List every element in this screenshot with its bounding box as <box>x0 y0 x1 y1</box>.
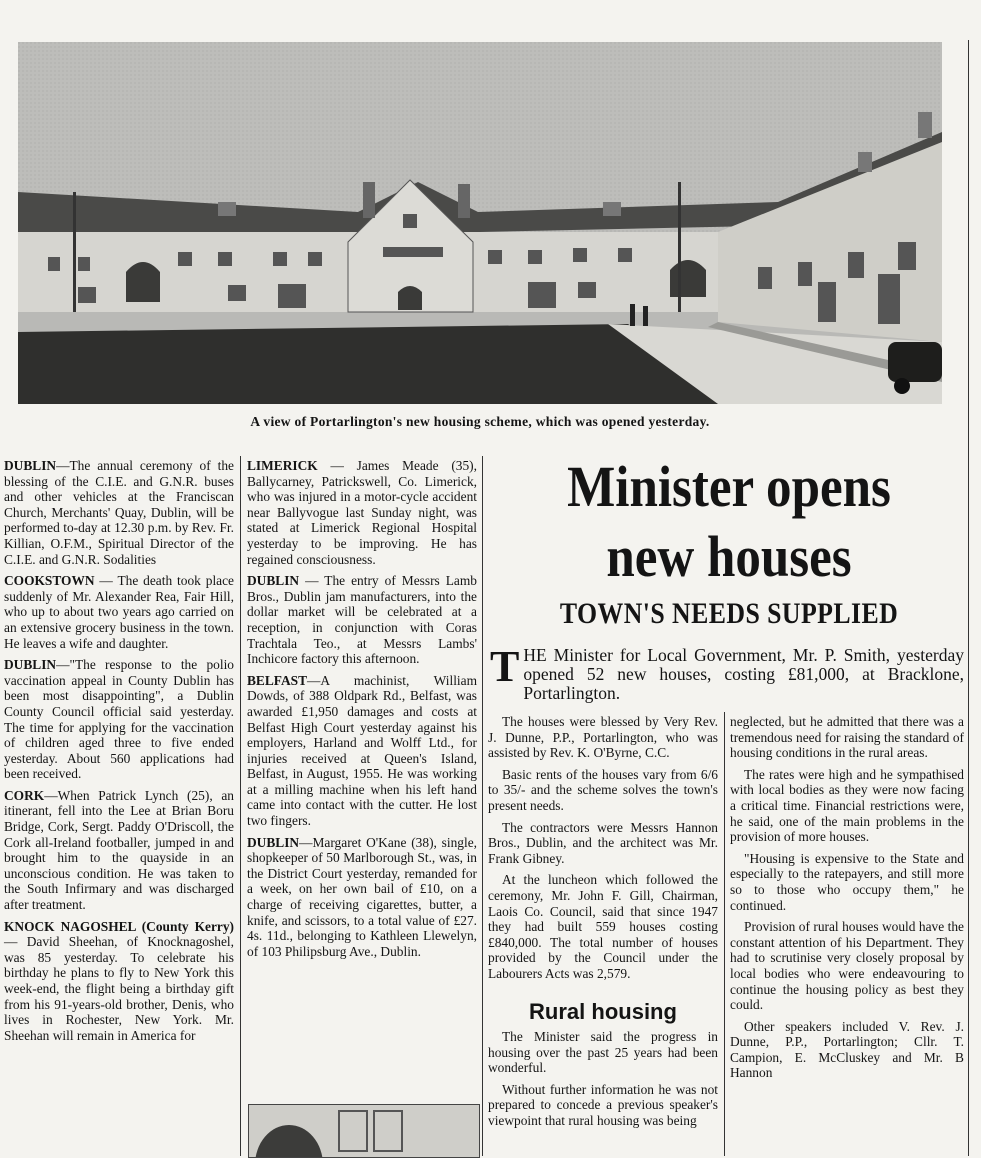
story-paragraph: neglected, but he admitted that there was a tremendous need for raising the standard of housing conditions in the rural areas. <box>730 714 964 761</box>
story-paragraph: "Housing is expensive to the State and especially to the ratepayers, and still more so to those who occupy them," he continued. <box>730 850 964 913</box>
housing-photo <box>18 42 942 404</box>
story-column-b <box>730 714 964 1087</box>
story-paragraph: Basic rents of the houses vary from 6/6 to 35/- and the scheme solves the town's present needs. <box>488 766 718 813</box>
story-column-a-continued <box>488 1029 718 1135</box>
story-deck: TOWN'S NEEDS SUPPLIED <box>559 597 899 630</box>
news-brief: KNOCK NAGOSHEL (County Kerry) — David Sheehan, of Knocknagoshel, was 85 yesterday. To celebrate his birthday he plans to fly to New York this week-end, the flight being a birthday gift from his 91-years-old brother, Denis, who lives in Rochester, New York. Mr. Sheehan will remain in America for <box>4 918 234 1043</box>
news-brief: DUBLIN—"The response to the polio vaccination appeal in County Dublin has been most disappointing", a Dublin County Council official said yesterday. The time for applying for the vaccination of children aged three to five ended yesterday. About 560 applications had been received. <box>4 657 234 782</box>
story-paragraph: Other speakers included V. Rev. J. Dunne, P.P., Portarlington; Cllr. T. Campion, E. McCluskey and Mr. B Hannon <box>730 1018 964 1081</box>
column-rule <box>240 456 241 1156</box>
story-paragraph: Provision of rural houses would have the constant attention of his Department. They had to scrutinise very closely proposal by local bodies who were endeavouring to continue the housing policy as best they could. <box>730 919 964 1013</box>
story-paragraph: The Minister said the progress in housing over the past 25 years had been wonderful. <box>488 1029 718 1076</box>
portrait-photo <box>248 1104 480 1158</box>
briefs-column-1 <box>4 458 234 1049</box>
story-paragraph: At the luncheon which followed the ceremony, Mr. John F. Gill, Chairman, Laois Co. Council, said that since 1947 they had built 559 houses costing £840,000. The total number of houses provided by the Council under the Labourers Acts was 2,579. <box>488 872 718 981</box>
story-paragraph: The houses were blessed by Very Rev. J. Dunne, P.P., Portarlington, who was assisted by Rev. K. O'Byrne, C.C. <box>488 714 718 761</box>
photo-caption: A view of Portarlington's new housing scheme, which was opened yesterday. <box>250 414 710 429</box>
news-brief: DUBLIN—Margaret O'Kane (38), single, shopkeeper of 50 Marlborough St., was, in the District Court yesterday, remanded for a week, on her own bail of £10, on a charge of receiving cigarettes, butter, a knife, and scissors, to a total value of £27. 4s. 11d., belonging to Kathleen Llewelyn, of 103 Philipsburg Ave., Dublin. <box>247 834 477 959</box>
column-rule <box>724 712 725 1156</box>
news-brief: BELFAST—A machinist, William Dowds, of 388 Oldpark Rd., Belfast, was awarded £1,950 damages and costs at Belfast High Court yesterday against his employers, Harland and Wolff Ltd., for injuries received at Queen's Island, Belfast, in August, 1955. He was working at a milling machine when his left hand came into contact with the cutter. He lost two fingers. <box>247 672 477 829</box>
news-brief: DUBLIN—The annual ceremony of the blessing of the C.I.E. and G.N.R. buses and other vehicles at the Franciscan Church, Merchants' Quay, Dublin, will be performed to-day at 12.30 p.m. by Rev. Fr. Killian, O.F.M., Spiritual Director of the C.I.E. and G.N.R. Sodalities <box>4 458 234 567</box>
news-brief: CORK—When Patrick Lynch (25), an itinerant, fell into the Lee at Brian Boru Bridge, Cork, Sergt. Paddy O'Driscoll, the Cork all-Ireland footballer, jumped in and brought him to the quayside in an unconscious condition. He was taken to the South Infirmary and was discharged after treatment. <box>4 787 234 913</box>
story-column-a <box>488 714 718 988</box>
story-paragraph: The rates were high and he sympathised with local bodies as they were now facing a critical time. Financial restrictions were, he said, one of the main problems in the provision of more houses. <box>730 766 964 845</box>
news-brief: LIMERICK — James Meade (35), Ballycarney, Patrickswell, Co. Limerick, who was injured in a motor-cycle accident near Ballyvogue last Sunday night, was stated at Limerick Regional Hospital yesterday to be improving. He has regained consciousness. <box>247 458 477 567</box>
page-edge-rule <box>968 40 969 1156</box>
briefs-column-2 <box>247 458 477 965</box>
column-rule <box>482 456 483 1156</box>
story-paragraph: Without further information he was not prepared to concede a previous speaker's viewpoint that rural housing was being <box>488 1081 718 1128</box>
story-paragraph: The contractors were Messrs Hannon Bros., Dublin, and the architect was Mr. Frank Gibney. <box>488 819 718 866</box>
news-brief: COOKSTOWN — The death took place suddenly of Mr. Alexander Rea, Fair Hill, who up to about two years ago carried on an extensive grocery business in the town. He leaves a wife and daughter. <box>4 573 234 651</box>
story-subhead: Rural housing <box>529 999 677 1024</box>
news-brief: DUBLIN — The entry of Messrs Lamb Bros., Dublin jam manufacturers, into the dollar market will be celebrated at a reception, in conjunction with Coras Trachtala Teo., at Messrs Lambs' Inchicore factory this afternoon. <box>247 573 477 667</box>
drop-cap: T <box>490 642 520 691</box>
story-headline: Minister opens new houses <box>567 454 891 589</box>
story-intro: THE Minister for Local Government, Mr. P. Smith, yesterday opened 52 new houses, costing £81,000, at Bracklone, Portarlington. <box>490 642 964 703</box>
